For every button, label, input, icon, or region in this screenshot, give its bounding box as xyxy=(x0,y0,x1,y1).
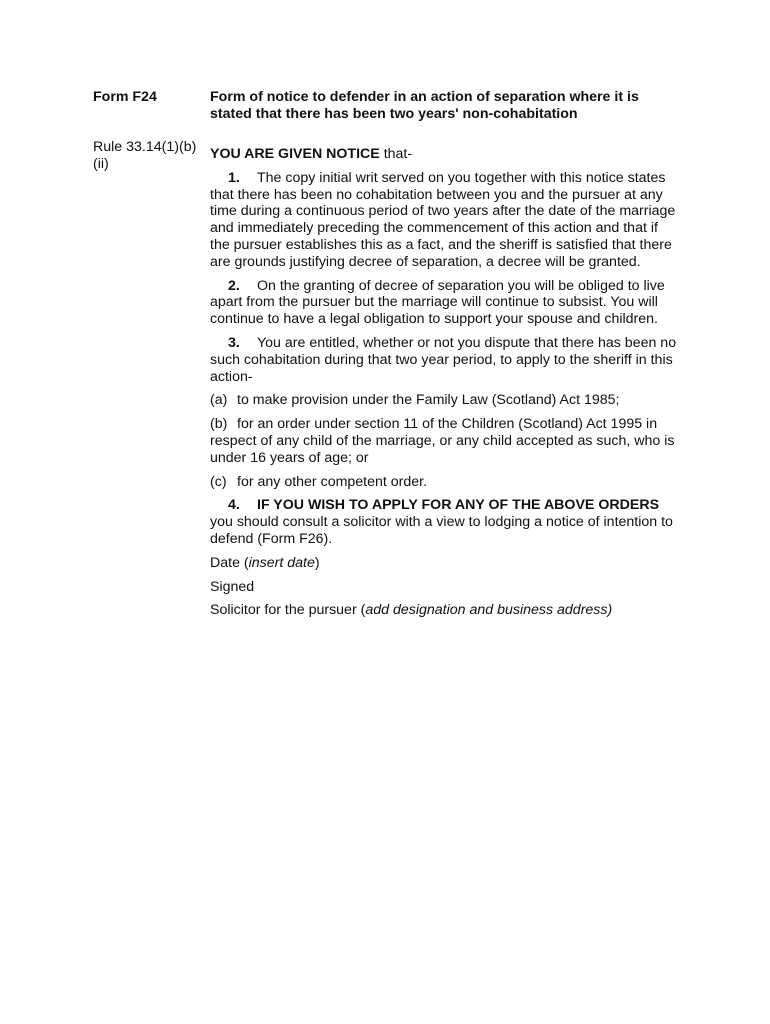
date-line xyxy=(210,555,680,572)
paragraph-3 xyxy=(210,335,680,385)
paragraph-4 xyxy=(210,497,680,547)
form-title: Form of notice to defender in an action of separation where it is stated that there has been two years' non-cohabitation xyxy=(210,89,639,122)
sub-item-label: (c) xyxy=(210,473,227,490)
notice-intro-rest: that- xyxy=(379,146,413,162)
date-close: ) xyxy=(314,554,320,571)
paragraph-4-rest: you should consult a solicitor with a view to lodging a notice of intention to defend (Form F26). xyxy=(210,514,673,547)
notice-intro xyxy=(210,146,680,163)
signed-line: Signed xyxy=(210,578,255,595)
paragraph-number: 4. xyxy=(228,497,240,514)
paragraph-number: 2. xyxy=(228,277,240,294)
sub-item-a xyxy=(210,392,680,409)
paragraph-text: You are entitled, whether or not you dispute that there has been no such cohabitation during that two year period, to apply to the sheriff in this action- xyxy=(210,334,677,385)
date-label: Date ( xyxy=(210,554,249,571)
solicitor-line xyxy=(210,602,680,619)
rule-reference: Rule 33.14(1)(b)(ii) xyxy=(93,139,197,172)
sub-item-b xyxy=(210,416,680,466)
paragraph-text: The copy initial writ served on you together with this notice states that there has been no cohabitation between you and the pursuer at any time during a continuous period of two years after the date of the marriage and immediately preceding the commencement of this action and that if the pursuer establishes this as a fact, and the sheriff is satisfied that there are grounds justifying decree of separation, a decree will be granted. xyxy=(210,169,676,270)
date-placeholder: insert date xyxy=(248,554,315,571)
paragraph-text: On the granting of decree of separation you will be obliged to live apart from the pursuer but the marriage will continue to subsist. You will continue to have a legal obligation to support your spouse and children. xyxy=(210,277,665,328)
solicitor-label: Solicitor for the pursuer ( xyxy=(210,602,366,619)
paragraph-2 xyxy=(210,278,680,328)
paragraph-number: 3. xyxy=(228,334,240,351)
sub-item-text: for an order under section 11 of the Children (Scotland) Act 1995 in respect of any child of the marriage, or any child accepted as such, who is under 16 years of age; or xyxy=(210,416,675,466)
sub-item-text: to make provision under the Family Law (Scotland) Act 1985; xyxy=(237,392,620,409)
form-number: Form F24 xyxy=(93,89,157,105)
sub-item-text: for any other competent order. xyxy=(237,473,428,490)
solicitor-placeholder: add designation and business address) xyxy=(365,602,613,619)
notice-body xyxy=(210,146,680,626)
sub-item-label: (a) xyxy=(210,392,228,409)
paragraph-1 xyxy=(210,170,680,271)
paragraph-4-bold: IF YOU WISH TO APPLY FOR ANY OF THE ABOVE ORDERS xyxy=(257,497,660,514)
sub-item-label: (b) xyxy=(210,416,228,433)
notice-intro-bold: YOU ARE GIVEN NOTICE xyxy=(210,146,380,162)
paragraph-number: 1. xyxy=(228,169,240,186)
sub-item-c xyxy=(210,474,680,491)
